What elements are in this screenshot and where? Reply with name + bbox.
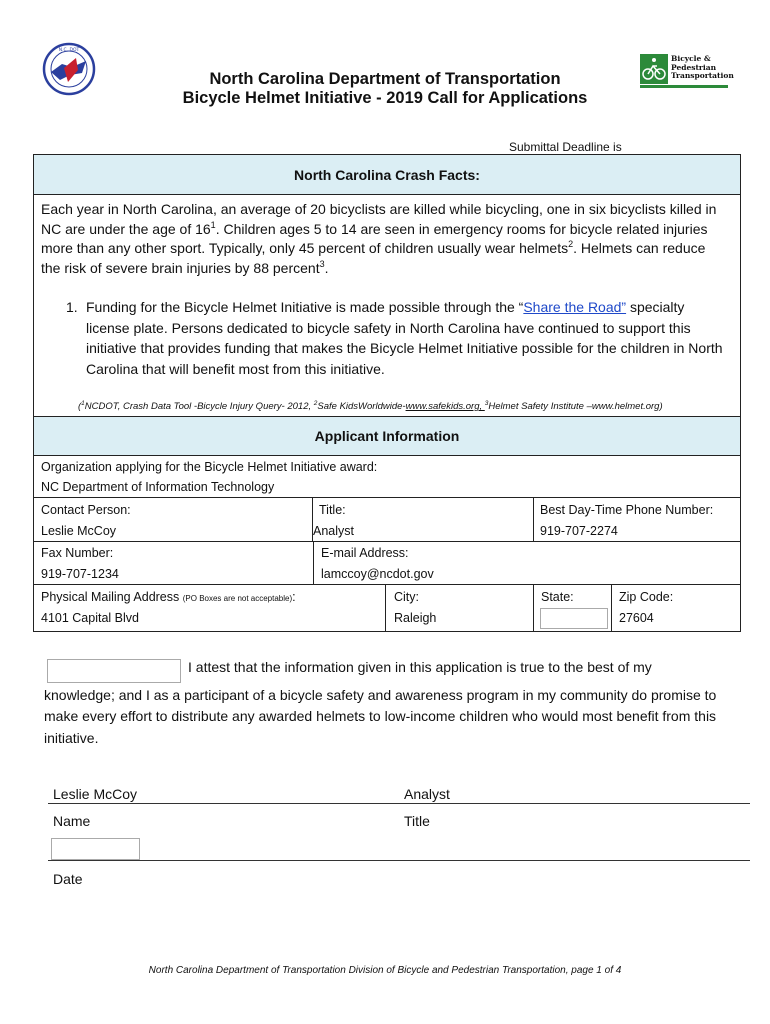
fact-text-4: .: [324, 259, 329, 276]
col-divider: [385, 584, 386, 632]
title-label: Title:: [319, 503, 346, 517]
submittal-deadline: Submittal Deadline is: [509, 140, 622, 154]
applicant-info-header: [33, 416, 741, 456]
row-divider: [33, 541, 741, 542]
attestation-first-line: I attest that the information given in this application is true to the best of my: [188, 659, 652, 675]
attestation-statement: [44, 657, 724, 749]
zip-field[interactable]: 27604: [619, 611, 654, 625]
organization-label: Organization applying for the Bicycle Helmet Initiative award:: [41, 460, 378, 474]
address-colon: :: [292, 590, 296, 604]
fact-text-2: . Children ages 5 to 14 are seen in emergency rooms for bicycle related injuries more than any other sport. Typically, only 45 percent of children usually wear helmets: [41, 220, 708, 256]
phone-field[interactable]: 919-707-2274: [540, 524, 618, 538]
phone-label: Best Day-Time Phone Number:: [540, 503, 714, 517]
title-field[interactable]: Analyst: [313, 524, 354, 538]
address-label-group: [41, 587, 296, 609]
funding-list-item: [66, 297, 726, 379]
ref-mark-3: 3: [484, 400, 489, 407]
signature-title-value[interactable]: Analyst: [404, 786, 450, 802]
ref-2: Safe KidsWorldwide-: [317, 401, 406, 412]
list-number: 1.: [66, 299, 78, 315]
fax-label: Fax Number:: [41, 546, 114, 560]
city-label: City:: [394, 590, 419, 604]
ref-mark-2: 2: [313, 400, 318, 407]
footnote-mark-3: 3: [319, 258, 325, 269]
signature-line: [48, 803, 750, 804]
footnote-mark-2: 2: [568, 239, 574, 249]
crash-facts-header: [33, 154, 741, 195]
ref-1: NCDOT, Crash Data Tool -Bicycle Injury Query- 2012,: [84, 401, 314, 412]
page-footer: North Carolina Department of Transportation Division of Bicycle and Pedestrian Transportation, page 1 of 4: [148, 965, 622, 976]
crash-facts-paragraph: [41, 200, 721, 278]
col-divider: [533, 584, 534, 632]
date-line: [48, 860, 750, 861]
fax-field[interactable]: 919-707-1234: [41, 567, 119, 581]
state-field[interactable]: [540, 608, 608, 629]
applicant-info-heading: Applicant Information: [314, 428, 460, 444]
fact-text-1: Each year in North Carolina, an average of 20 bicyclists are killed while bicycling, one in six bicyclists killed in NC are under the age of 16: [41, 201, 717, 237]
ref-open: (: [78, 401, 82, 412]
ref-mark-1: 1: [81, 400, 85, 407]
date-field[interactable]: [51, 838, 140, 860]
name-label: Name: [53, 813, 91, 829]
address-label: Physical Mailing Address: [41, 590, 180, 604]
title-caption: Title: [404, 813, 430, 829]
agency-title: North Carolina Department of Transportation: [209, 70, 561, 88]
footnote-mark-1: 1: [210, 219, 216, 230]
city-field[interactable]: Raleigh: [394, 611, 437, 625]
share-the-road-link[interactable]: Share the Road”: [523, 299, 627, 315]
email-label: E-mail Address:: [321, 546, 409, 560]
address-note: (PO Boxes are not acceptable): [182, 594, 293, 603]
col-divider: [533, 497, 534, 541]
svg-text:N.C. DOT: N.C. DOT: [58, 48, 80, 53]
date-label: Date: [53, 871, 83, 887]
ref-close: ): [659, 401, 663, 412]
contact-person-field[interactable]: Leslie McCoy: [41, 524, 117, 538]
funding-text-b: specialty license plate. Persons dedicated to bicycle safety in North Carolina have continued to support this initiative that provides funding that makes the Bicycle Helmet Initiative possible for the children in North Carolina that will benefit most from this initiative.: [86, 299, 723, 377]
address-field[interactable]: 4101 Capital Blvd: [41, 611, 139, 625]
logo-line-2: Pedestrian: [671, 62, 717, 72]
organization-field[interactable]: NC Department of Information Technology: [41, 480, 275, 494]
col-divider: [313, 541, 314, 584]
col-divider: [611, 584, 612, 632]
crash-facts-heading: North Carolina Crash Facts:: [294, 166, 480, 183]
ref-3: Helmet Safety Institute –www.helmet.org: [488, 401, 660, 412]
attestation-body: knowledge; and I as a participant of a bicycle safety and awareness program in my community do promise to make every effort to distribute any awarded helmets to low-income children who would most benefit from this initiative.: [44, 686, 717, 746]
contact-person-label: Contact Person:: [41, 503, 131, 517]
signature-name-value[interactable]: Leslie McCoy: [53, 786, 138, 802]
email-field[interactable]: lamccoy@ncdot.gov: [321, 567, 434, 581]
state-label: State:: [541, 590, 574, 604]
logo-line-3: Transportation: [671, 71, 734, 80]
funding-text-a: Funding for the Bicycle Helmet Initiative is made possible through the “: [86, 299, 524, 315]
program-title: Bicycle Helmet Initiative - 2019 Call for Applications: [182, 89, 588, 107]
fact-text-3: . Helmets can reduce the risk of severe brain injuries by 88 percent: [41, 240, 706, 276]
zip-label: Zip Code:: [619, 590, 674, 604]
logo-line-1: Bicycle &: [671, 54, 711, 63]
safekids-link[interactable]: www.safekids.org,: [405, 401, 485, 412]
references: [78, 401, 663, 412]
